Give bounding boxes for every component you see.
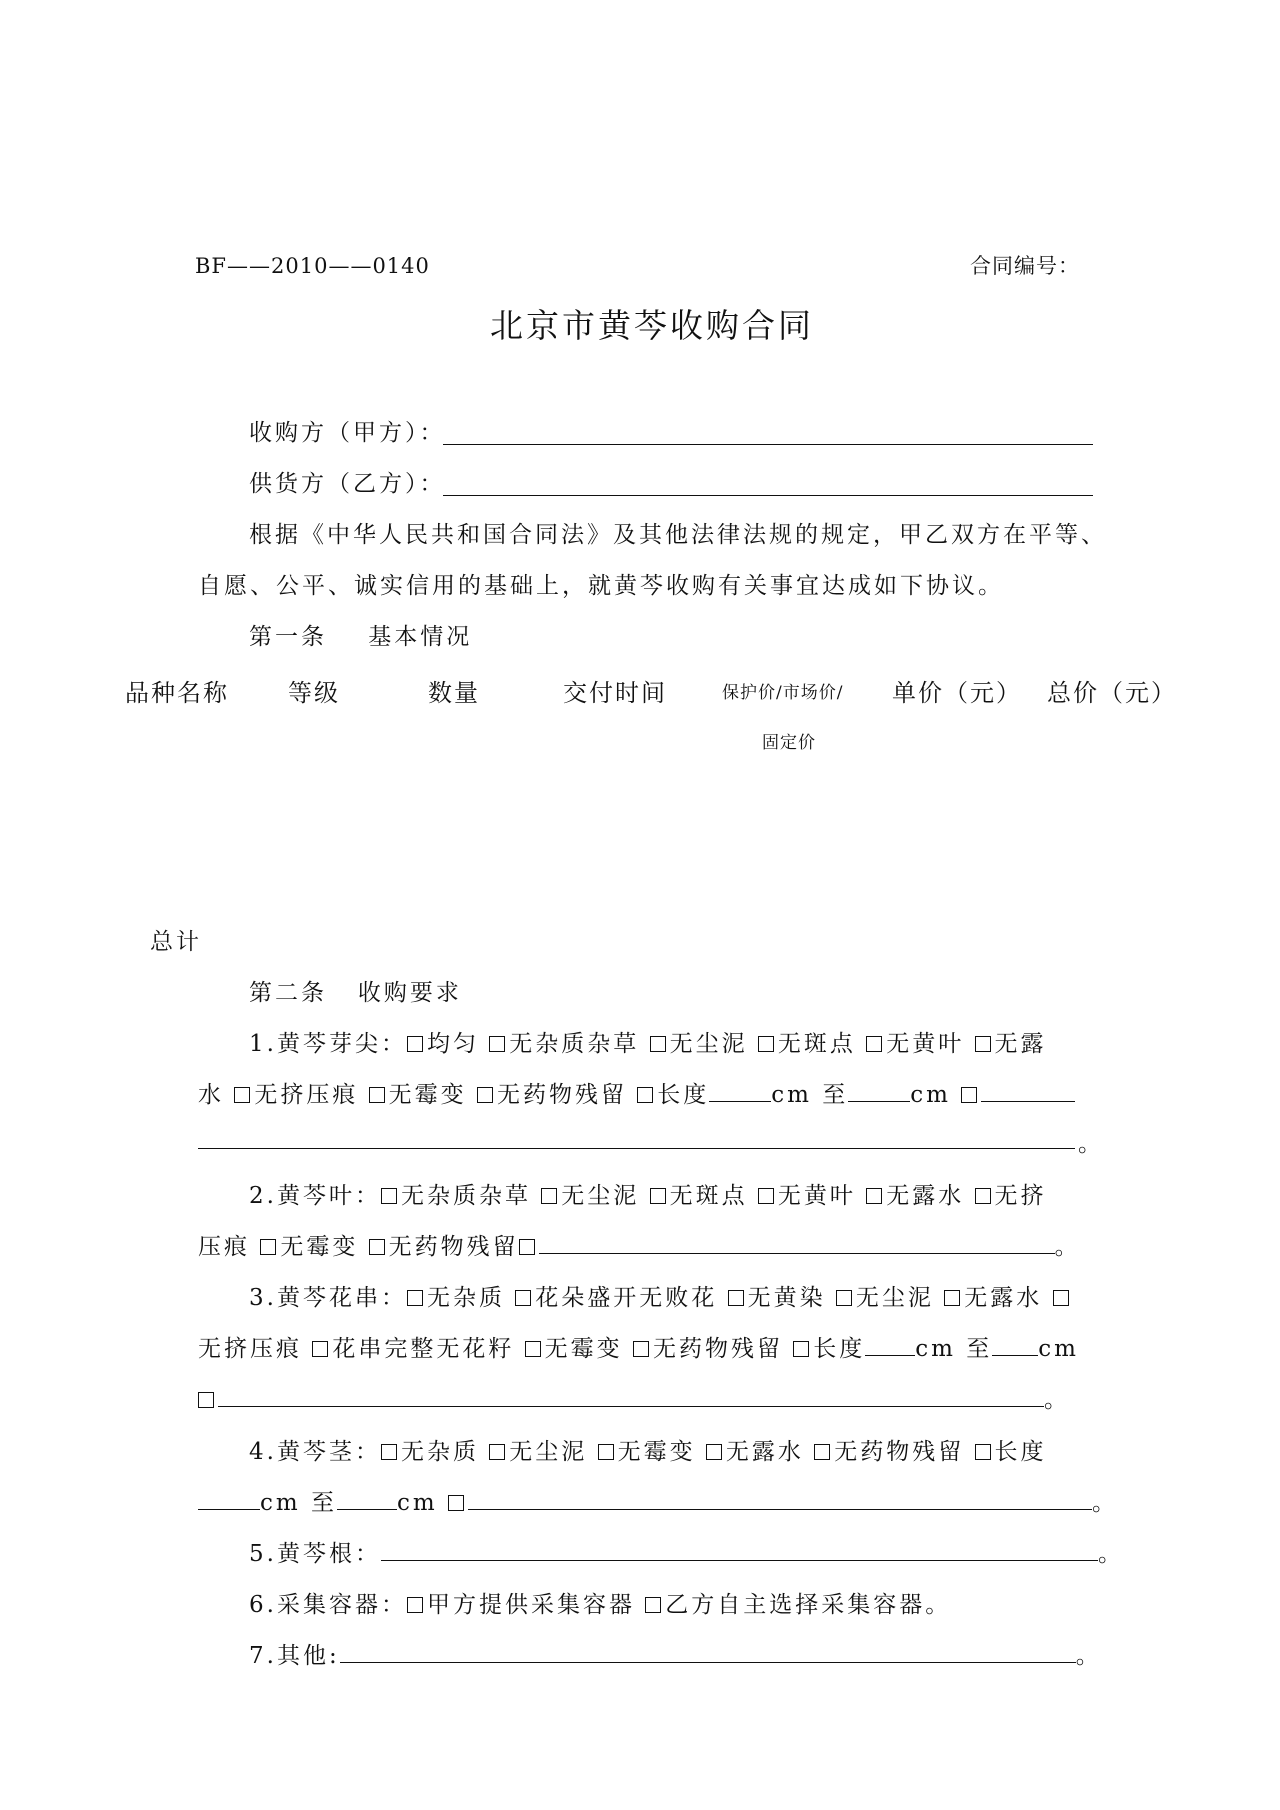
item1-prefix: 1.黄芩芽尖： [249, 1031, 407, 1057]
unit-cm: cm [910, 1082, 951, 1108]
option-label: 无露水 [964, 1285, 1043, 1311]
option-label: 无黄叶 [886, 1031, 965, 1057]
preamble-line-2: 自愿、公平、诚实信用的基础上，就黄芩收购有关事宜达成如下协议。 [198, 573, 1004, 599]
col-total-price: 总价（元） [1047, 679, 1177, 707]
item7-label: 7.其他: [249, 1643, 340, 1669]
checkbox[interactable] [758, 1036, 774, 1052]
item3-line-3 [198, 1386, 1070, 1414]
option-label: 无挤压痕 [254, 1082, 359, 1108]
contract-number-label: 合同编号： [970, 254, 1080, 278]
option-label: 无黄叶 [777, 1183, 856, 1209]
unit-cm: cm [397, 1490, 438, 1516]
buyer-blank[interactable] [443, 444, 1093, 445]
option-label: 无露 [994, 1031, 1047, 1057]
length-max-blank[interactable] [992, 1355, 1038, 1356]
checkbox[interactable] [541, 1188, 557, 1204]
col-delivery: 交付时间 [563, 679, 667, 707]
option-label: 乙方自主选择采集容器。 [665, 1592, 952, 1618]
checkbox[interactable] [975, 1444, 991, 1460]
item2-end: 。 [1054, 1234, 1081, 1260]
col-unit-price: 单价（元） [892, 679, 1022, 707]
checkbox[interactable] [944, 1290, 960, 1306]
option-label: 长度 [994, 1439, 1047, 1465]
checkbox[interactable] [381, 1188, 397, 1204]
item1-line-2 [198, 1081, 1075, 1109]
checkbox[interactable] [598, 1444, 614, 1460]
option-label: 无药物残留 [652, 1336, 783, 1362]
checkbox[interactable] [758, 1188, 774, 1204]
option-label: 无霉变 [544, 1336, 623, 1362]
checkbox[interactable] [519, 1239, 535, 1255]
item1-line-1 [249, 1030, 1047, 1058]
option-label: 无挤 [994, 1183, 1047, 1209]
option-label: 无尘泥 [561, 1183, 640, 1209]
checkbox[interactable] [645, 1597, 661, 1613]
checkbox[interactable] [1053, 1290, 1069, 1306]
checkbox[interactable] [975, 1188, 991, 1204]
item7-end: 。 [1075, 1643, 1102, 1669]
checkbox[interactable] [407, 1036, 423, 1052]
article2-heading: 第二条 收购要求 [249, 980, 462, 1006]
option-label: 无霉变 [280, 1234, 359, 1260]
supplier-blank[interactable] [443, 495, 1093, 496]
checkbox[interactable] [234, 1087, 250, 1103]
option-label: 无杂质 [400, 1439, 479, 1465]
buyer-label: 收购方（甲方）： [249, 420, 446, 446]
option-label: 花串完整无花籽 [332, 1336, 515, 1362]
item5-label: 5.黄芩根： [249, 1541, 381, 1567]
item1-end: 。 [1078, 1131, 1104, 1157]
option-label: 无露水 [725, 1439, 804, 1465]
item2-prefix: 2.黄芩叶： [249, 1183, 381, 1209]
checkbox[interactable] [448, 1495, 464, 1511]
option-label: 无露水 [886, 1183, 965, 1209]
unit-to: cm 至 [771, 1082, 849, 1108]
checkbox[interactable] [525, 1341, 541, 1357]
checkbox[interactable] [489, 1036, 505, 1052]
item4-line-2 [198, 1489, 1118, 1517]
checkbox[interactable] [728, 1290, 744, 1306]
item2-line2-start: 压痕 [198, 1234, 250, 1260]
length-min-blank[interactable] [198, 1509, 260, 1510]
checkbox[interactable] [260, 1239, 276, 1255]
checkbox[interactable] [515, 1290, 531, 1306]
checkbox[interactable] [198, 1392, 214, 1408]
option-label: 无尘泥 [855, 1285, 934, 1311]
col-grade: 等级 [288, 679, 340, 707]
article1-heading: 第一条 基本情况 [249, 624, 473, 650]
checkbox[interactable] [381, 1444, 397, 1460]
option-label: 无杂质 [426, 1285, 505, 1311]
item3-prefix: 3.黄芩花串： [249, 1285, 407, 1311]
checkbox[interactable] [407, 1290, 423, 1306]
item5-line [249, 1540, 1124, 1568]
item3-line-1 [249, 1284, 1073, 1312]
option-label: 无霉变 [617, 1439, 696, 1465]
checkbox[interactable] [650, 1188, 666, 1204]
col-price-type-2: 固定价 [762, 733, 816, 753]
unit-cm: cm [1038, 1336, 1079, 1362]
item1-line2-start: 水 [198, 1082, 224, 1108]
length-min-blank[interactable] [709, 1101, 771, 1102]
option-label: 无尘泥 [509, 1439, 588, 1465]
item6-line [249, 1591, 951, 1619]
checkbox[interactable] [650, 1036, 666, 1052]
option-label: 无斑点 [669, 1183, 748, 1209]
option-label: 无尘泥 [669, 1031, 748, 1057]
item2-line-2 [198, 1233, 1081, 1261]
col-price-type-1: 保护价/市场价/ [722, 683, 844, 703]
item4-prefix: 4.黄芩茎： [249, 1439, 381, 1465]
option-label: 无斑点 [777, 1031, 856, 1057]
option-label: 长度 [813, 1336, 866, 1362]
length-max-blank[interactable] [337, 1509, 397, 1510]
item5-end: 。 [1097, 1541, 1124, 1567]
checkbox[interactable] [706, 1444, 722, 1460]
option-label: 无杂质杂草 [509, 1031, 640, 1057]
item4-end: 。 [1092, 1490, 1119, 1516]
checkbox[interactable] [975, 1036, 991, 1052]
checkbox[interactable] [866, 1188, 882, 1204]
checkbox[interactable] [312, 1341, 328, 1357]
total-label: 总计 [150, 929, 202, 955]
item1-blank-line[interactable] [198, 1148, 1075, 1149]
checkbox[interactable] [814, 1444, 830, 1460]
unit-to: cm 至 [260, 1490, 338, 1516]
checkbox[interactable] [637, 1087, 653, 1103]
other-blank[interactable] [981, 1101, 1075, 1102]
option-label: 无药物残留 [834, 1439, 965, 1465]
option-label: 长度 [657, 1082, 710, 1108]
preamble-line-1: 根据《中华人民共和国合同法》及其他法律法规的规定，甲乙双方在平等、 [249, 522, 1107, 548]
checkbox[interactable] [633, 1341, 649, 1357]
option-label: 均匀 [426, 1031, 479, 1057]
item7-line [249, 1642, 1102, 1670]
checkbox[interactable] [369, 1239, 385, 1255]
length-min-blank[interactable] [865, 1355, 915, 1356]
option-label: 花朵盛开无败花 [535, 1285, 718, 1311]
length-max-blank[interactable] [848, 1101, 910, 1102]
col-variety: 品种名称 [125, 679, 229, 707]
unit-to: cm 至 [915, 1336, 993, 1362]
other-blank[interactable] [468, 1509, 1092, 1510]
checkbox[interactable] [489, 1444, 505, 1460]
checkbox[interactable] [836, 1290, 852, 1306]
form-code: BF——2010——0140 [195, 254, 430, 278]
item7-blank[interactable] [340, 1662, 1076, 1663]
option-label: 无药物残留 [388, 1234, 519, 1260]
checkbox[interactable] [477, 1087, 493, 1103]
item2-line-1 [249, 1182, 1047, 1210]
option-label: 无挤压痕 [198, 1336, 302, 1362]
item3-end: 。 [1044, 1387, 1070, 1413]
other-blank[interactable] [539, 1253, 1055, 1254]
item4-line-1 [249, 1438, 1047, 1466]
option-label: 无黄染 [747, 1285, 826, 1311]
item3-line-2 [198, 1335, 1079, 1363]
item6-label: 6.采集容器： [249, 1592, 407, 1618]
checkbox[interactable] [407, 1597, 423, 1613]
checkbox[interactable] [369, 1087, 385, 1103]
checkbox[interactable] [793, 1341, 809, 1357]
option-label: 无杂质杂草 [400, 1183, 531, 1209]
col-quantity: 数量 [428, 679, 480, 707]
option-label: 甲方提供采集容器 [426, 1592, 635, 1618]
supplier-label: 供货方（乙方）： [249, 471, 446, 497]
item5-blank[interactable] [381, 1560, 1098, 1561]
document-title: 北京市黄芩收购合同 [490, 306, 814, 345]
checkbox[interactable] [866, 1036, 882, 1052]
option-label: 无霉变 [388, 1082, 467, 1108]
option-label: 无药物残留 [496, 1082, 627, 1108]
other-blank[interactable] [218, 1406, 1044, 1407]
checkbox[interactable] [961, 1087, 977, 1103]
